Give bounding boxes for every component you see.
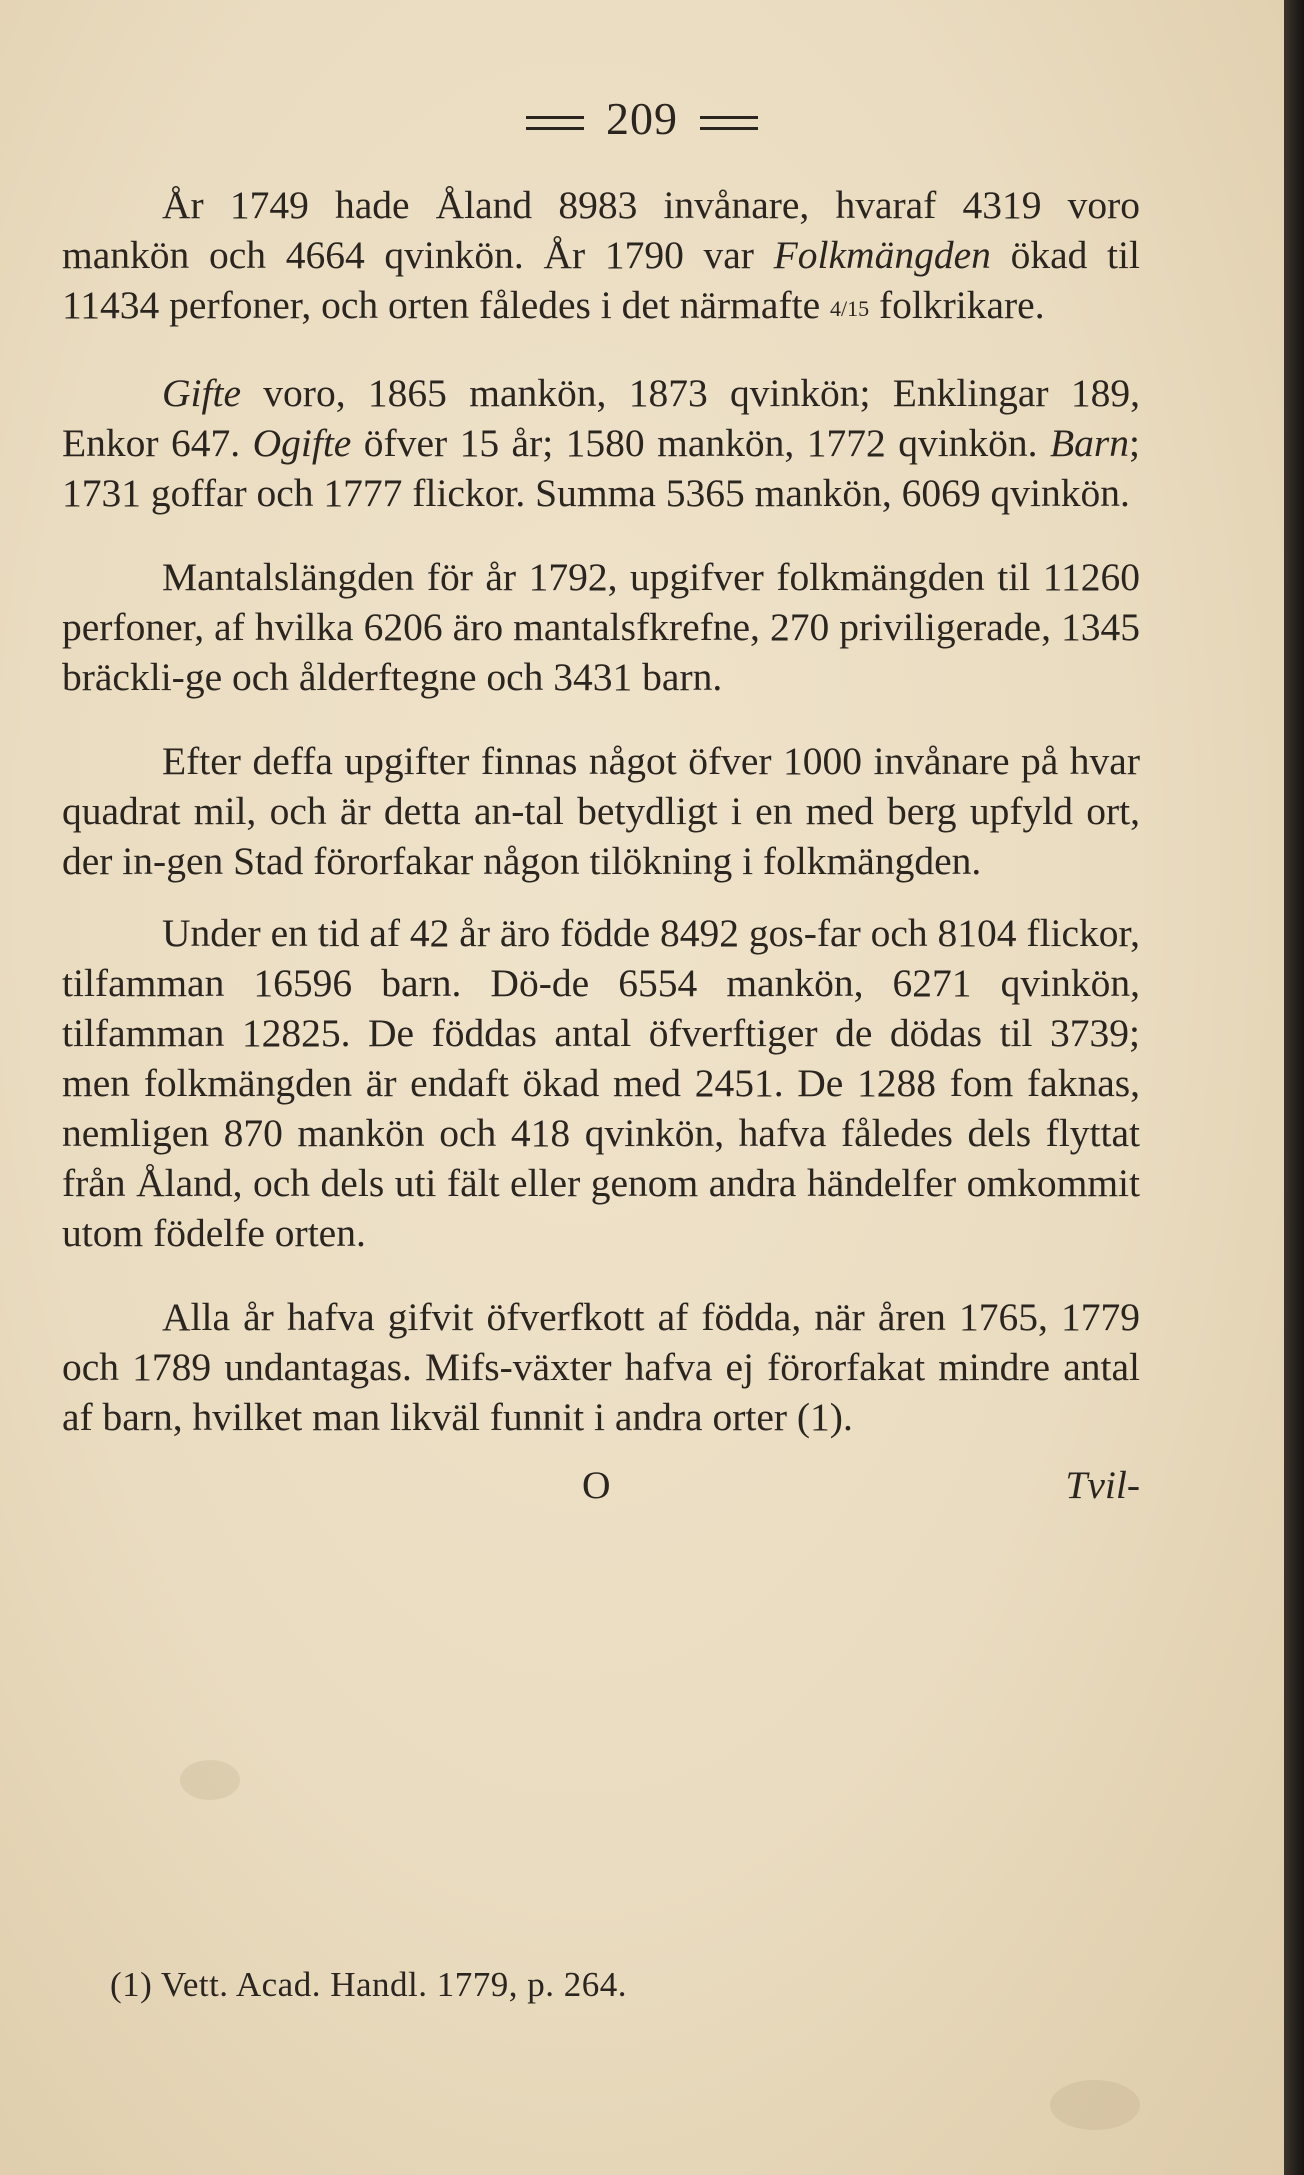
- paragraph-population-totals: [62, 180, 1140, 334]
- signature-mark: O: [582, 1462, 611, 1507]
- catchword: Tvil-: [1065, 1462, 1140, 1507]
- paragraph-births-deaths: [62, 908, 1140, 1258]
- paragraph-surplus-of-births: [62, 1292, 1140, 1442]
- italic-term: Barn: [1050, 420, 1130, 465]
- page-header: [0, 92, 1284, 145]
- fraction: 4/15: [829, 295, 870, 321]
- italic-term: Gifte: [162, 370, 241, 415]
- page-foot-line: [62, 1460, 1140, 1510]
- text-run: folkrikare.: [869, 283, 1045, 327]
- page-edge-shadow: [1284, 0, 1304, 2175]
- text-run: ; 1731 goffar och 1777 flickor. Summa 5365 mankön, 6069 qvinkön.: [62, 420, 1140, 515]
- page-number: 209: [606, 93, 678, 144]
- text-run: Alla år hafva gifvit öfverfkott af födda, när åren 1765, 1779 och 1789 undantagas. Mifs-växter hafva ej förorfakat mindre antal af barn, hvilket man likväl funnit i andra orter (1).: [62, 1294, 1140, 1439]
- italic-term: Ogifte: [252, 420, 352, 465]
- text-run: Efter deffa upgifter finnas något öfver 1000 invånare på hvar quadrat mil, och är detta an-tal betydligt i en med berg upfyld ort, der in-gen Stad förorfakar någon tilökning i folkmängden.: [62, 738, 1140, 883]
- paragraph-marital-status: [62, 368, 1140, 518]
- paper-stain: [1050, 2080, 1140, 2130]
- text-run: Mantalslängden för år 1792, upgifver folkmängden til 11260 perfoner, af hvilka 6206 äro mantalsfkrefne, 270 priviligerade, 1345 bräckli-ge och ålderftegne och 3431 barn.: [62, 554, 1140, 699]
- text-run: öfver 15 år; 1580 mankön, 1772 qvinkön.: [351, 420, 1051, 465]
- text-run: År 1749 hade Åland 8983 invånare, hvaraf 4319 voro mankön och 4664 qvinkön. År 1790 var: [62, 183, 1140, 277]
- paper-stain: [180, 1760, 240, 1800]
- italic-term: Folkmängden: [773, 233, 991, 277]
- text-run: Under en tid af 42 år äro födde 8492 gos-far och 8104 flickor, tilfamman 16596 barn. Dö-de 6554 mankön, 6271 qvinkön, tilfamman 12825. De föddas antal öfverftiger de dödas til 3739; men folkmängden är endaft ökad med 2451. De 1288 fom faknas, nemligen 870 mankön och 418 qvinkön, hafva fåledes dels flyttat från Åland, och dels uti fält eller genom andra händelfer omkommit utom födelfe orten.: [62, 910, 1140, 1255]
- paragraph-population-density: [62, 736, 1140, 886]
- footnote: (1) Vett. Acad. Handl. 1779, p. 264.: [110, 1965, 628, 2004]
- text-run: voro, 1865 mankön, 1873 qvinkön; Enklingar 189, Enkor 647.: [62, 370, 1140, 465]
- header-rule-right: [700, 116, 758, 130]
- header-rule-left: [526, 116, 584, 130]
- text-run: ökad til 11434 perfoner, och orten fåledes i det närmafte: [62, 233, 1140, 327]
- paragraph-census-roll: [62, 552, 1140, 702]
- body-text: [62, 180, 1140, 1510]
